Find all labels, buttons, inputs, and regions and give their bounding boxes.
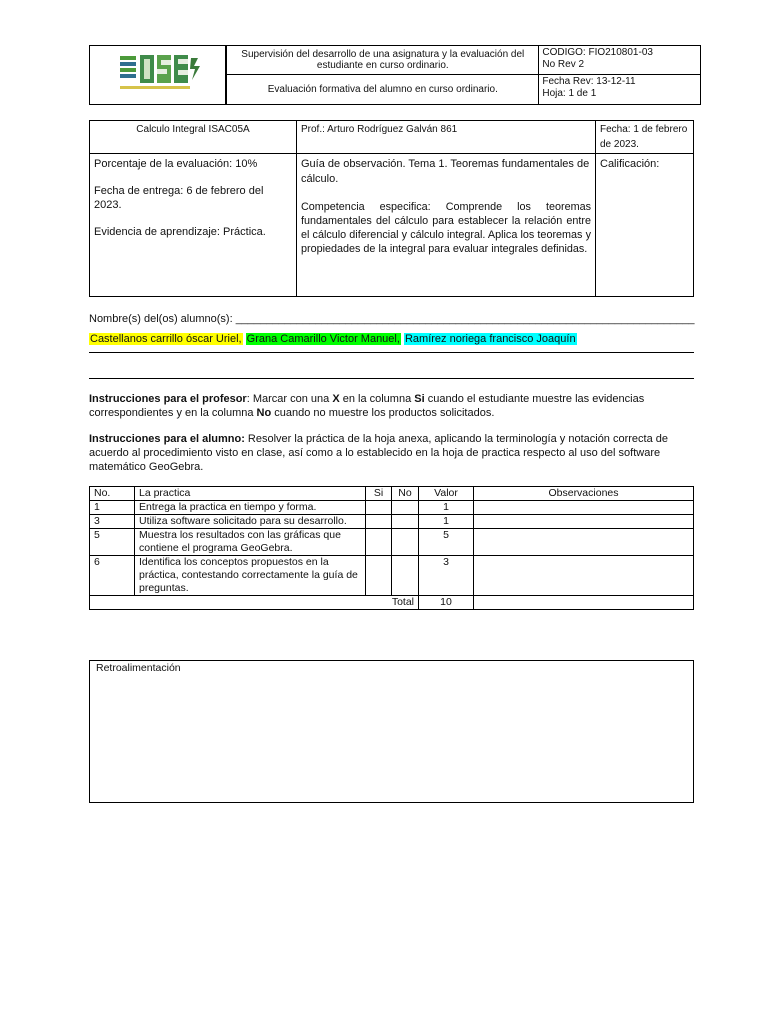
row-practice: Identifica los conceptos propuestos en la práctica, contestando correctamente la guía de preguntas. xyxy=(135,556,366,596)
col-si: Si xyxy=(366,487,392,501)
student-instructions-text: Resolver la práctica de la hoja anexa, aplicando la terminología y notación correcta de acuerdo al procedimiento visto en clase, así como a lo establecido en la hoja de practica respecto al uso del software matemático GeoGebra. xyxy=(89,433,669,473)
competence-text: Competencia especifica: Comprende los teoremas fundamentales del cálculo para establecer la relación entre el cálculo diferencial y cálculo integral. Aplica los teoremas y propiedades de la integral para evaluar integrales definidas. xyxy=(301,201,591,255)
row-value: 1 xyxy=(419,501,474,515)
professor-instructions-title: Instrucciones para el profesor xyxy=(89,393,247,405)
instr-text: cuando el estudiante muestre las evidencias correspondientes y en la columna xyxy=(89,393,645,419)
si-check-cell[interactable] xyxy=(366,556,392,596)
students-label: Nombre(s) del(os) alumno(s): ___________________________________________________________________________ xyxy=(89,313,695,325)
no-check-cell[interactable] xyxy=(392,556,419,596)
instr-text: : Marcar con una xyxy=(246,393,333,405)
col-practice: La practica xyxy=(135,487,366,501)
row-number: 5 xyxy=(90,529,135,556)
professor-cell: Prof.: Arturo Rodríguez Galván 861 xyxy=(297,121,596,154)
guide-text: Guía de observación. Tema 1. Teoremas fundamentales de cálculo. xyxy=(301,158,590,185)
document-header xyxy=(89,45,701,105)
student-instructions xyxy=(89,432,689,474)
rubric-header-row xyxy=(90,487,694,501)
col-no: No. xyxy=(90,487,135,501)
observations-cell[interactable] xyxy=(474,515,694,529)
instr-no: No xyxy=(256,407,272,419)
table-row xyxy=(90,501,694,515)
row-number: 6 xyxy=(90,556,135,596)
date-sheet-cell xyxy=(539,75,701,104)
evidence-text: Evidencia de aprendizaje: Práctica. xyxy=(94,226,266,238)
row-value: 5 xyxy=(419,529,474,556)
feedback-box[interactable] xyxy=(89,660,694,803)
row-value: 3 xyxy=(419,556,474,596)
doc-rev: No Rev 2 xyxy=(542,58,585,70)
si-check-cell[interactable] xyxy=(366,501,392,515)
observations-cell[interactable] xyxy=(474,556,694,596)
no-check-cell[interactable] xyxy=(392,501,419,515)
student-name: Grana Camarillo Victor Manuel, xyxy=(246,333,400,345)
student-name: Castellanos carrillo óscar Uriel, xyxy=(90,333,242,345)
org-title: Supervisión del desarrollo de una asignatura y la evaluación del estudiante en curso ordinario. xyxy=(226,46,539,75)
no-check-cell[interactable] xyxy=(392,529,419,556)
divider xyxy=(89,352,694,353)
total-row xyxy=(90,596,694,610)
subject-cell: Calculo Integral ISAC05A xyxy=(90,121,297,154)
col-observations: Observaciones xyxy=(474,487,694,501)
instr-text: en la columna xyxy=(339,393,415,405)
observations-cell[interactable] xyxy=(474,529,694,556)
si-check-cell[interactable] xyxy=(366,515,392,529)
instr-text: cuando no muestre los productos solicitados. xyxy=(271,407,495,419)
instr-si: Si xyxy=(414,393,425,405)
row-value: 1 xyxy=(419,515,474,529)
row-practice: Utiliza software solicitado para su desarrollo. xyxy=(135,515,366,529)
course-info-table xyxy=(89,120,694,297)
delivery-date-text: Fecha de entrega: 6 de febrero del 2023. xyxy=(94,185,264,211)
divider xyxy=(89,378,694,379)
no-check-cell[interactable] xyxy=(392,515,419,529)
guide-cell xyxy=(297,154,596,297)
col-value: Valor xyxy=(419,487,474,501)
table-row xyxy=(90,515,694,529)
si-check-cell[interactable] xyxy=(366,529,392,556)
doc-title: Evaluación formativa del alumno en curso ordinario. xyxy=(226,75,539,104)
total-value: 10 xyxy=(419,596,474,610)
observations-cell[interactable] xyxy=(474,501,694,515)
row-practice: Entrega la practica en tiempo y forma. xyxy=(135,501,366,515)
code-rev-cell xyxy=(539,46,701,75)
professor-instructions xyxy=(89,392,689,420)
logo-icon xyxy=(90,46,223,100)
row-number: 1 xyxy=(90,501,135,515)
date-cell: Fecha: 1 de febrero de 2023. xyxy=(596,121,694,154)
grade-label: Calificación: xyxy=(600,158,660,170)
date-rev: Fecha Rev: 13-12-11 xyxy=(542,76,636,88)
student-instructions-title: Instrucciones para el alumno: xyxy=(89,433,245,445)
student-names xyxy=(89,333,577,345)
grade-cell xyxy=(596,154,694,297)
doc-code: CODIGO: FIO210801-03 xyxy=(542,47,653,58)
percentage-text: Porcentaje de la evaluación: 10% xyxy=(94,158,258,170)
table-row xyxy=(90,556,694,596)
institution-logo xyxy=(90,46,227,105)
col-no-check: No xyxy=(392,487,419,501)
evaluation-details-cell xyxy=(90,154,297,297)
student-name: Ramírez noriega francisco Joaquín xyxy=(404,333,576,345)
row-practice: Muestra los resultados con las gráficas que contiene el programa GeoGebra. xyxy=(135,529,366,556)
sheet-number: Hoja: 1 de 1 xyxy=(542,87,597,99)
instr-x: X xyxy=(332,393,340,405)
rubric-table xyxy=(89,486,694,610)
table-row xyxy=(90,529,694,556)
total-label: Total xyxy=(90,596,419,610)
feedback-label: Retroalimentación xyxy=(96,662,181,674)
total-observations xyxy=(474,596,694,610)
row-number: 3 xyxy=(90,515,135,529)
